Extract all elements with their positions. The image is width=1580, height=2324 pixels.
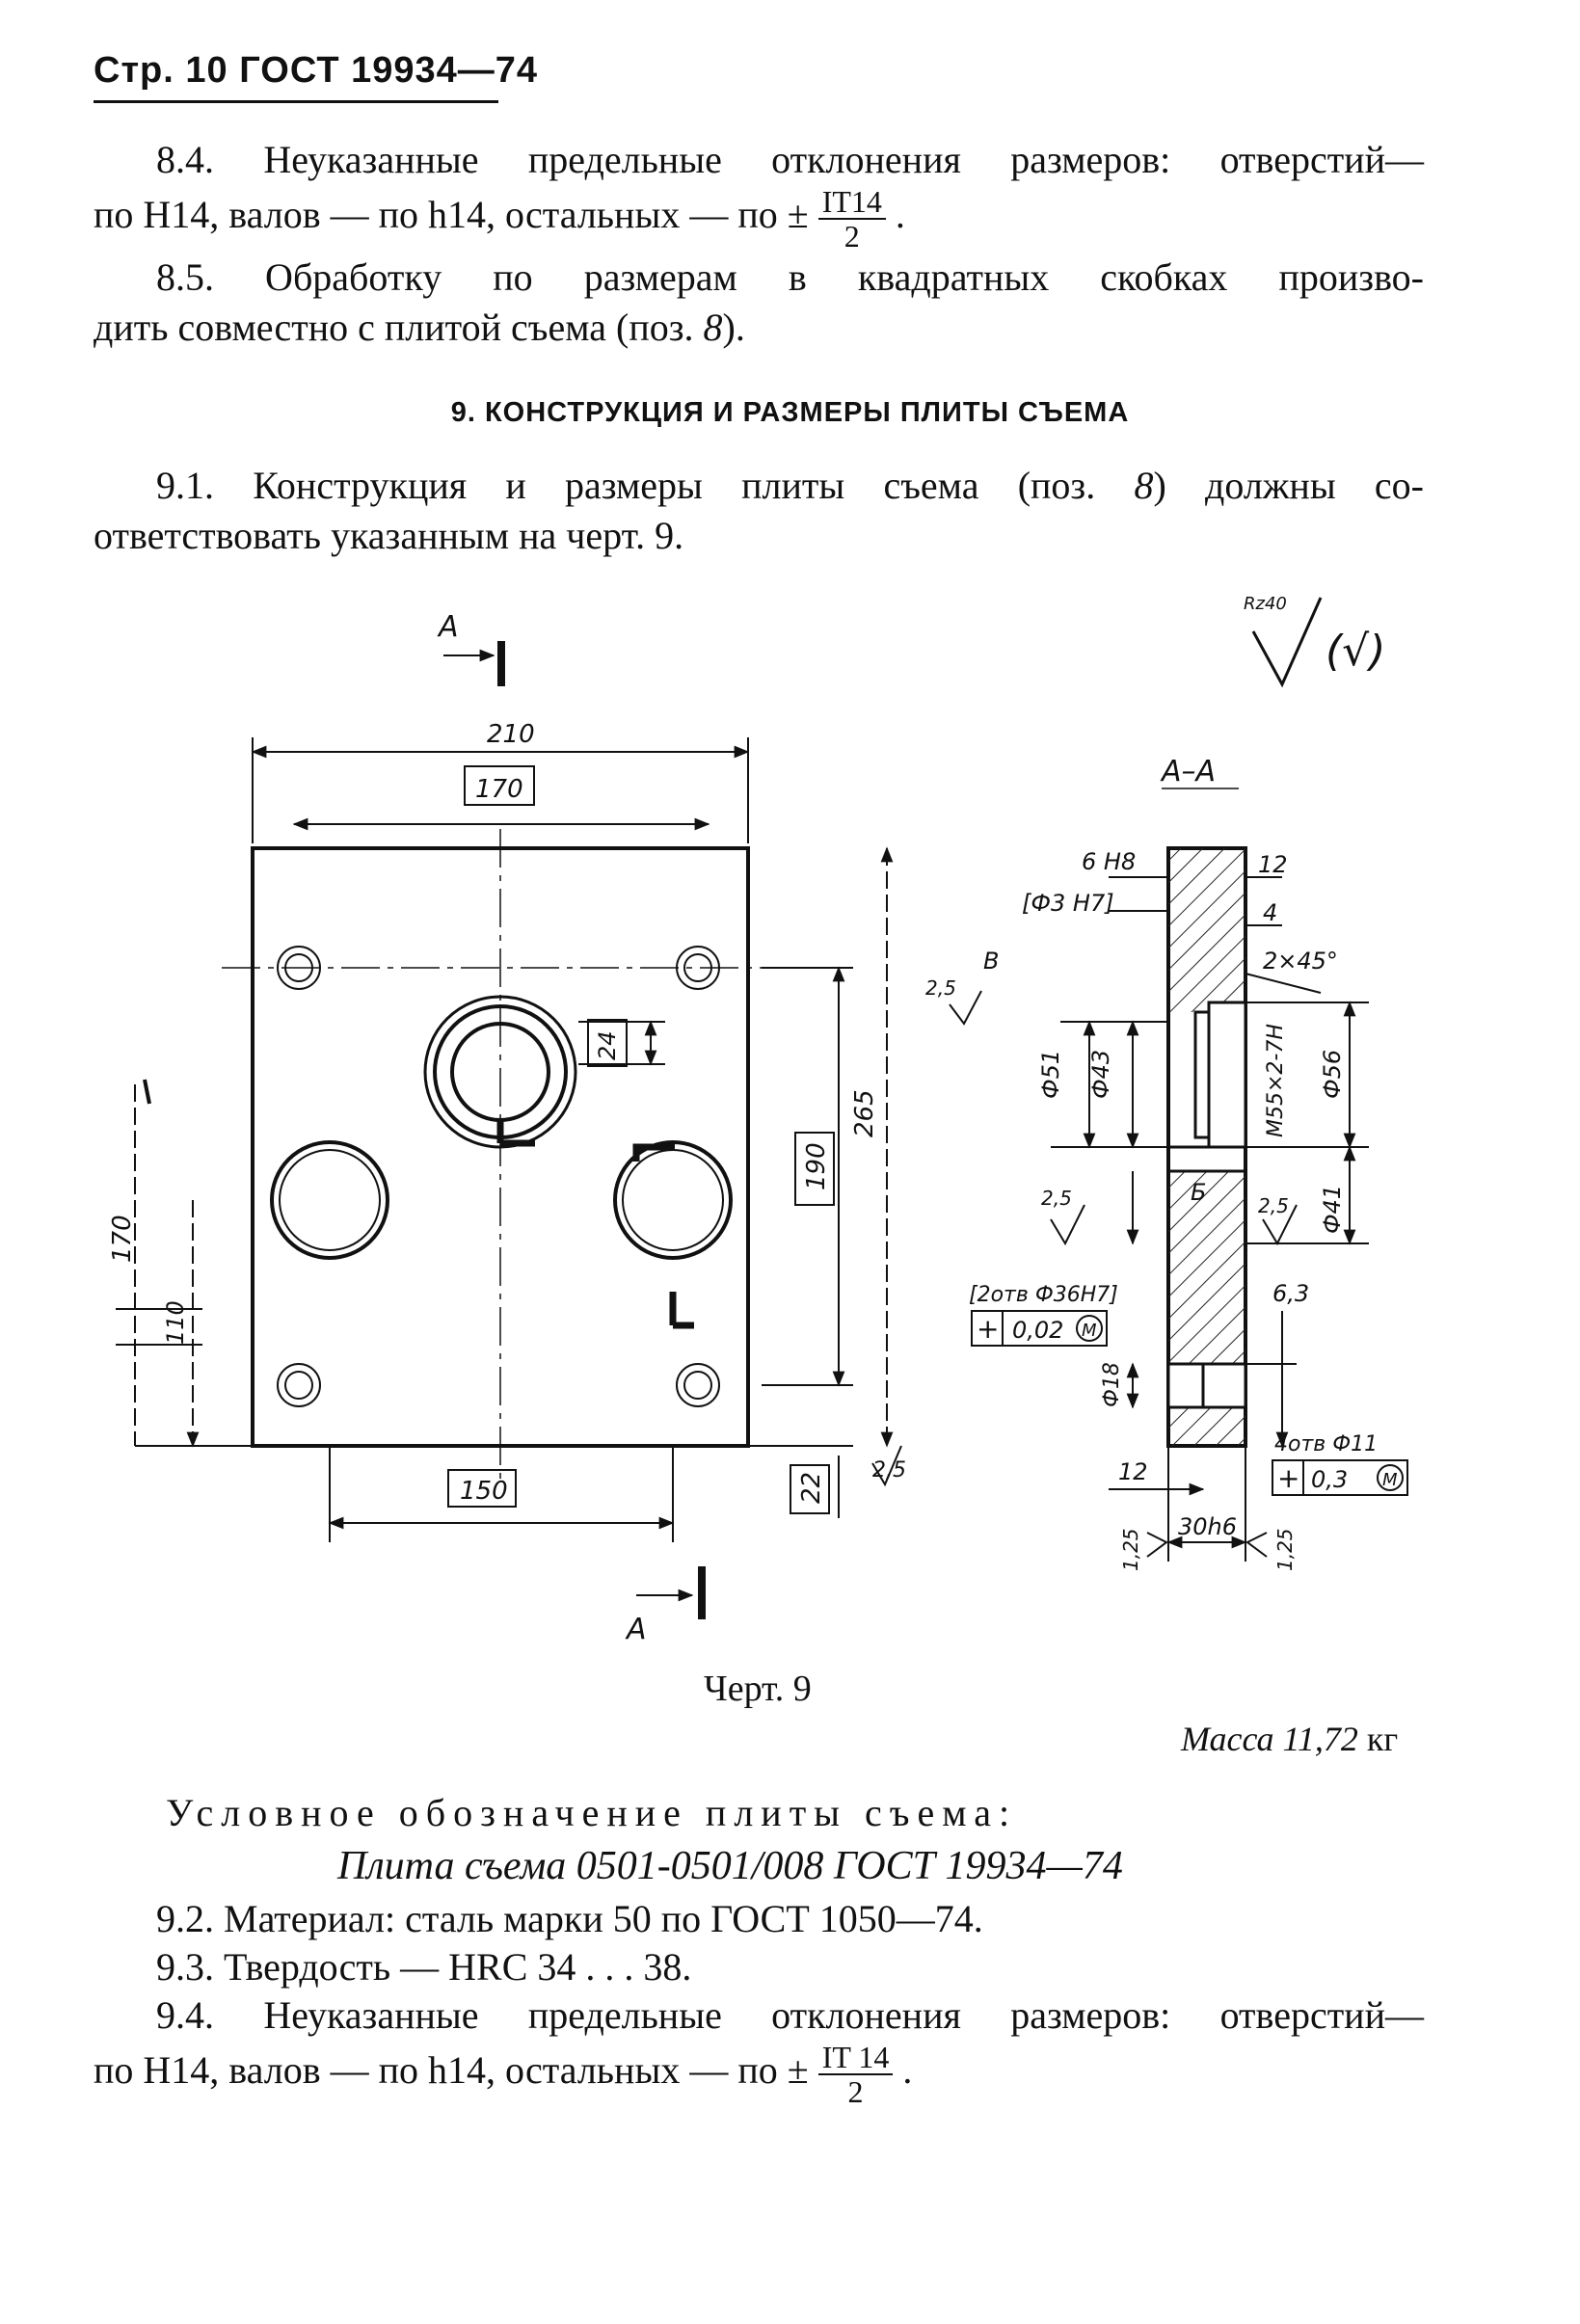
- p85-line1: 8.5. Обработку по размерам в квадратных скобках произво-: [156, 255, 1424, 299]
- dim-265-text: 265: [850, 1089, 879, 1137]
- roughness-top-label: Rz40: [1244, 594, 1287, 614]
- p91-pos: 8: [1134, 464, 1154, 507]
- p85-end: ).: [722, 306, 745, 349]
- position-symbol-2: +: [1277, 1462, 1300, 1494]
- dim-4otv: 4отв Ф11: [1274, 1432, 1379, 1456]
- p91-text-b: ) должны со-: [1153, 464, 1424, 507]
- header-rule: [94, 100, 498, 103]
- roughness-bracket: (√): [1326, 627, 1386, 676]
- tol-03: 0,3: [1311, 1466, 1349, 1493]
- dim-150-text: 150: [460, 1477, 508, 1506]
- mmc-symbol-1: M: [1082, 1321, 1097, 1341]
- hole-right: [615, 1142, 731, 1258]
- p84-end: .: [895, 193, 905, 237]
- dim-12-top: 12: [1258, 851, 1288, 878]
- dim-d43: Ф43: [1087, 1049, 1114, 1099]
- p94-frac-den: 2: [847, 2074, 864, 2109]
- p94-fraction: [818, 2041, 894, 2108]
- p91-line2: ответствовать указанным на черт. 9.: [94, 514, 684, 557]
- mass-unit: кг: [1366, 1720, 1399, 1758]
- paragraph-9-3: 9.3. Твердость — HRC 34 . . . 38.: [156, 1945, 692, 1989]
- page-number: Стр. 10: [94, 50, 228, 91]
- p94-frac-num: IT 14: [818, 2041, 894, 2075]
- mmc-symbol-2: M: [1382, 1470, 1398, 1490]
- paragraph-8-5: [94, 253, 1424, 353]
- dim-2otv: [2отв Ф36H7]: [969, 1283, 1118, 1307]
- dim-4: 4: [1263, 899, 1278, 926]
- mass-line: [1181, 1719, 1398, 1759]
- standard-code: ГОСТ 19934—74: [239, 50, 539, 91]
- dim-6h8: 6 H8: [1082, 848, 1137, 875]
- dim-24-text: 24: [594, 1030, 621, 1060]
- section-9-title: 9. КОНСТРУКЦИЯ И РАЗМЕРЫ ПЛИТЫ СЪЕМА: [450, 397, 1130, 428]
- p85-line2: [94, 303, 1424, 353]
- roughness-125-b: 1,25: [1273, 1528, 1297, 1571]
- p94-line2-text: по H14, валов — по h14, остальных — по ±: [94, 2048, 809, 2093]
- label-b-letter: В: [983, 948, 1000, 975]
- dim-d18: Ф18: [1100, 1362, 1124, 1407]
- dim-190-text: 190: [802, 1142, 831, 1190]
- section-label-bottom: А: [627, 1613, 647, 1646]
- dim-170-text: 170: [475, 775, 523, 804]
- roughness-25-c: 2,5: [1258, 1194, 1289, 1217]
- dim-210-text: 210: [487, 720, 535, 749]
- section-view-label: А–А: [1162, 755, 1217, 788]
- dim-30h6: 30h6: [1178, 1513, 1238, 1540]
- p94-line2: [94, 2041, 1424, 2108]
- p84-frac-den: 2: [844, 219, 860, 254]
- roughness-25-a: 2,5: [925, 976, 956, 1000]
- p85-pos: 8: [703, 306, 723, 349]
- paragraph-9-4: [94, 1990, 1424, 2108]
- dim-m55: M55×2-7H: [1264, 1024, 1288, 1137]
- p84-fraction: [818, 185, 886, 253]
- dim-d51: Ф51: [1037, 1049, 1064, 1099]
- roughness-25-plate: 2,5: [872, 1458, 906, 1483]
- dim-110-text: 110: [162, 1300, 189, 1345]
- paragraph-8-4: [94, 135, 1424, 253]
- dim-63: 6,3: [1272, 1280, 1310, 1307]
- dim-2x45: 2×45°: [1263, 948, 1338, 975]
- position-symbol-1: +: [977, 1313, 1000, 1345]
- p84-line2: [94, 185, 1424, 253]
- dim-3h7: [Ф3 H7]: [1022, 890, 1114, 917]
- p85-line2-text: дить совместно с плитой съема (поз.: [94, 306, 704, 349]
- p94-line1: 9.4. Неуказанные предельные отклонения размеров: отверстий—: [156, 1993, 1424, 2037]
- roughness-125-a: 1,25: [1119, 1528, 1142, 1571]
- p84-frac-num: IT14: [818, 185, 886, 220]
- hole-left: [272, 1142, 388, 1258]
- dim-170-left-text: 170: [108, 1215, 137, 1263]
- designation-label: Условное обозначение плиты съема:: [166, 1791, 1018, 1834]
- p84-line1: 8.4. Неуказанные предельные отклонения размеров: отверстий—: [156, 138, 1424, 181]
- mass-label: Масса 11,72: [1181, 1720, 1358, 1758]
- paragraph-9-1: [94, 461, 1424, 561]
- p91-text-a: 9.1. Конструкция и размеры плиты съема (поз.: [156, 464, 1135, 507]
- p91-line1: [94, 461, 1424, 511]
- dim-22-text: 22: [797, 1471, 826, 1504]
- paragraph-9-2: 9.2. Материал: сталь марки 50 по ГОСТ 1050—74.: [156, 1897, 983, 1940]
- dim-12-bottom: 12: [1118, 1458, 1148, 1485]
- designation-value: Плита съема 0501-0501/008 ГОСТ 19934—74: [337, 1844, 1123, 1888]
- roughness-25-b: 2,5: [1041, 1187, 1072, 1210]
- section-label-top: А: [439, 610, 459, 644]
- page-header: [94, 50, 538, 92]
- technical-drawing: [0, 578, 1580, 1646]
- p84-line2-text: по H14, валов — по h14, остальных — по ±: [94, 193, 809, 237]
- dim-d41: Ф41: [1319, 1184, 1346, 1234]
- p94-end: .: [902, 2048, 913, 2093]
- dim-d56: Ф56: [1319, 1049, 1346, 1099]
- label-b-section: Б: [1191, 1179, 1207, 1206]
- tol-002: 0,02: [1012, 1317, 1064, 1344]
- drawing-caption: Черт. 9: [704, 1669, 812, 1709]
